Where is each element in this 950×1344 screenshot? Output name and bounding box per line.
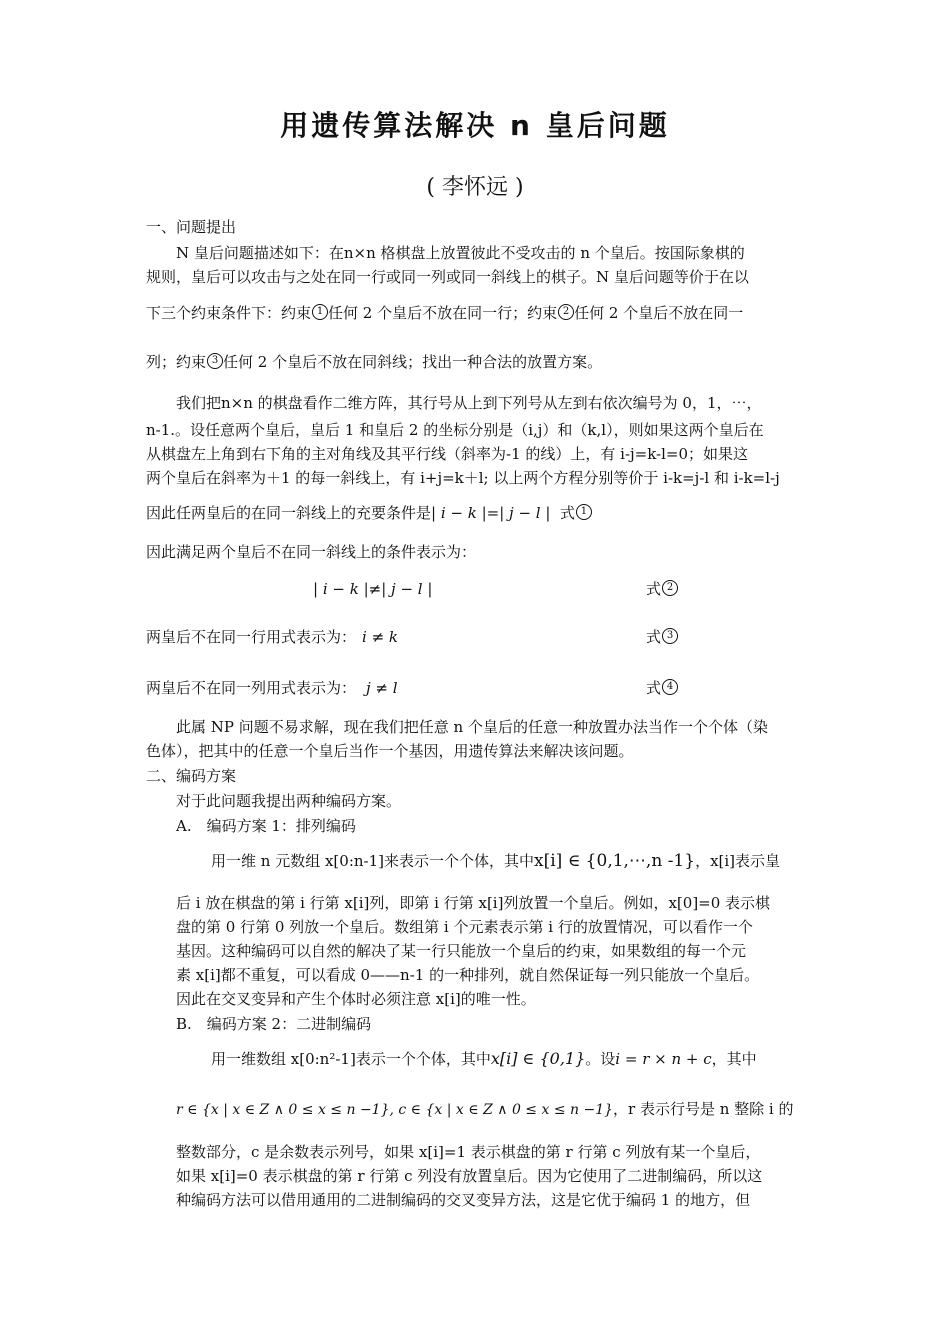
- equation-label: 式 3: [646, 626, 678, 648]
- paragraph-line: 盘的第 0 行第 0 列放一个皇后。数组第 i 个元素表示第 i 行的放置情况，可以看作一个: [176, 918, 753, 936]
- equation-2: | i − k |≠| j − l |: [313, 580, 433, 598]
- paragraph-line: 用一维 n 元数组 x[0:n-1]来表示一个个体，其中x[i] ∈ {0,1,⋯,n -1}，x[i]表示皇: [211, 851, 781, 871]
- paragraph-line: 色体），把其中的任意一个皇后当作一个基因，用遗传算法来解决该问题。: [146, 742, 634, 760]
- subsection-heading-a: A. 编码方案 1：排列编码: [176, 817, 356, 835]
- equation-4: j ≠ l: [366, 679, 398, 697]
- page-title: 用遗传算法解决 n 皇后问题: [280, 109, 670, 142]
- equation-range: x[i] ∈ {0,1,⋯,n -1}: [534, 851, 696, 871]
- equation-label: 式 2: [646, 578, 678, 600]
- paragraph-line: 基因。这种编码可以自然的解决了某一行只能放一个皇后的约束，如果数组的每一个元: [176, 942, 747, 960]
- paragraph-line: 两皇后不在同一列用式表示为： j ≠ l: [146, 679, 398, 697]
- paragraph-line: 因此任两皇后的在同一斜线上的充要条件是| i − k |=| j − l | 式 1: [146, 502, 592, 524]
- paragraph-line: 种编码方法可以借用通用的二进制编码的交叉变异方法，这是它优于编码 1 的地方，但: [176, 1191, 751, 1209]
- paragraph-line: 此属 NP 问题不易求解，现在我们把任意 n 个皇后的任意一种放置办法当作一个个体（染: [176, 718, 768, 736]
- paragraph-line: 我们把n×n 的棋盘看作二维方阵，其行号从上到下列号从左到右依次编号为 0，1，⋯，: [176, 394, 762, 412]
- equation-binary: x[i] ∈ {0,1}: [490, 1049, 586, 1068]
- circled-number: 4: [662, 679, 678, 695]
- paragraph-line: 素 x[i]都不重复，可以看成 0——n-1 的一种排列，就自然保证每一列只能放一个皇后。: [176, 966, 760, 984]
- paragraph-line: 用一维数组 x[0:n²-1]表示一个个体，其中x[i] ∈ {0,1}。设i = r × n + c，其中: [211, 1049, 757, 1068]
- equation-1: | i − k |=| j − l |: [431, 504, 551, 522]
- equation-sets: r ∈ {x | x ∈ Z ∧ 0 ≤ x ≤ n −1}, c ∈ {x | x ∈ Z ∧ 0 ≤ x ≤ n −1}: [176, 1102, 614, 1118]
- paragraph-line: r ∈ {x | x ∈ Z ∧ 0 ≤ x ≤ n −1}, c ∈ {x | x ∈ Z ∧ 0 ≤ x ≤ n −1}，r 表示行号是 n 整除 i 的: [176, 1100, 794, 1118]
- paragraph-line: n-1.。设任意两个皇后，皇后 1 和皇后 2 的坐标分别是（i,j）和（k,l），则如果这两个皇后在: [146, 421, 764, 439]
- circled-number: 1: [576, 504, 592, 520]
- paragraph-line: 列；约束 3 任何 2 个皇后不放在同斜线；找出一种合法的放置方案。: [146, 353, 603, 371]
- paragraph-line: 对于此问题我提出两种编码方案。: [176, 792, 402, 810]
- paragraph-line: N 皇后问题描述如下：在n×n 格棋盘上放置彼此不受攻击的 n 个皇后。按国际象棋的: [176, 244, 745, 262]
- paragraph-line: 整数部分，c 是余数表示列号，如果 x[i]=1 表示棋盘的第 r 行第 c 列放有某一个皇后，: [176, 1143, 761, 1161]
- equation-label: 式 4: [646, 677, 678, 699]
- section-heading-1: 一、问题提出: [146, 218, 237, 236]
- equation-index: i = r × n + c: [615, 1050, 712, 1068]
- circled-number: 3: [207, 353, 223, 369]
- paragraph-line: 因此在交叉变异和产生个体时必须注意 x[i]的唯一性。: [176, 990, 536, 1008]
- paragraph-line: 两皇后不在同一行用式表示为： i ≠ k: [146, 628, 399, 646]
- equation-3: i ≠ k: [362, 628, 399, 646]
- section-heading-2: 二、编码方案: [146, 767, 237, 785]
- circled-number: 2: [558, 304, 574, 320]
- paragraph-line: 规则，皇后可以攻击与之处在同一行或同一列或同一斜线上的棋子。N 皇后问题等价于在以: [146, 268, 749, 286]
- paragraph-line: 从棋盘左上角到右下角的主对角线及其平行线（斜率为-1 的线）上，有 i-j=k-l=0；如果这: [146, 445, 749, 463]
- paragraph-line: 后 i 放在棋盘的第 i 行第 x[i]列，即第 i 行第 x[i]列放置一个皇后。例如，x[0]=0 表示棋: [176, 894, 771, 912]
- paragraph-line: 因此满足两个皇后不在同一斜线上的条件表示为：: [146, 543, 477, 561]
- author-line: ( 李怀远 ): [426, 175, 524, 200]
- paragraph-line: 两个皇后在斜率为＋1 的每一斜线上，有 i+j=k＋l; 以上两个方程分别等价于 i-k=j-l 和 i-k=l-j: [146, 469, 780, 487]
- circled-number: 1: [312, 304, 328, 320]
- paragraph-line: 如果 x[i]=0 表示棋盘的第 r 行第 c 列没有放置皇后。因为它使用了二进制编码，所以这: [176, 1167, 763, 1185]
- circled-number: 3: [662, 628, 678, 644]
- circled-number: 2: [662, 580, 678, 596]
- paragraph-line: 下三个约束条件下：约束 1 任何 2 个皇后不放在同一行；约束 2 任何 2 个皇后不放在同一: [146, 304, 744, 322]
- subsection-heading-b: B. 编码方案 2：二进制编码: [176, 1015, 372, 1033]
